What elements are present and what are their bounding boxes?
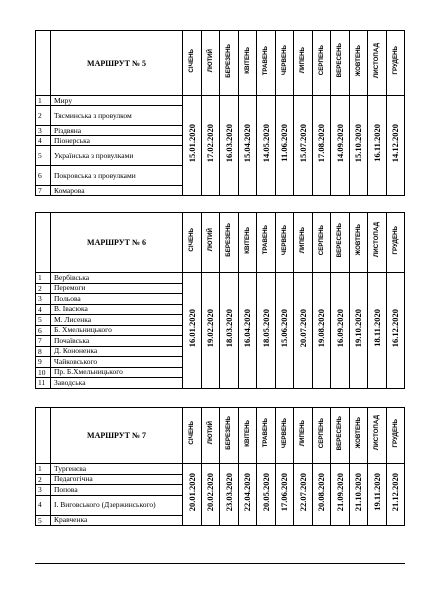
- month-header: ЧЕРВЕНЬ: [275, 31, 294, 96]
- date-cell: 23.03.2020: [220, 464, 239, 526]
- date-cell: 16.11.2020: [368, 96, 387, 196]
- month-header: ГРУДЕНЬ: [386, 213, 405, 273]
- date-cell: 15.01.2020: [183, 96, 202, 196]
- row-number: 2: [36, 474, 51, 485]
- date-cell: 16.01.2020: [183, 273, 202, 389]
- month-header: ЛЮТИЙ: [201, 213, 220, 273]
- street-name: Заводська: [51, 378, 183, 389]
- month-header: СЕРПЕНЬ: [312, 408, 331, 464]
- date-cell: 17.02.2020: [201, 96, 220, 196]
- row-number: 5: [36, 515, 51, 526]
- street-name: Українська з провулками: [51, 146, 183, 166]
- row-number: 1: [36, 273, 51, 284]
- month-header: СІЧЕНЬ: [183, 213, 202, 273]
- street-name: Педагогічна: [51, 474, 183, 485]
- date-cell: 16.09.2020: [331, 273, 350, 389]
- date-cell: 16.03.2020: [220, 96, 239, 196]
- date-cell: 19.08.2020: [312, 273, 331, 389]
- date-cell: 17.08.2020: [312, 96, 331, 196]
- row-number: 4: [36, 136, 51, 146]
- date-cell: 22.07.2020: [294, 464, 313, 526]
- month-header: КВІТЕНЬ: [238, 408, 257, 464]
- date-cell: 20.05.2020: [257, 464, 276, 526]
- month-header: СЕРПЕНЬ: [312, 213, 331, 273]
- month-header: БЕРЕЗЕНЬ: [220, 408, 239, 464]
- month-header: ТРАВЕНЬ: [257, 31, 276, 96]
- row-number: 2: [36, 283, 51, 294]
- date-cell: 11.06.2020: [275, 96, 294, 196]
- month-header: ЛИПЕНЬ: [294, 408, 313, 464]
- street-name: Комарова: [51, 186, 183, 196]
- month-header: ЛИСТОПАД: [368, 213, 387, 273]
- route-table-7: [35, 407, 405, 526]
- row-number: 9: [36, 357, 51, 368]
- date-cell: 18.11.2020: [368, 273, 387, 389]
- month-header: КВІТЕНЬ: [238, 31, 257, 96]
- date-cell: 15.04.2020: [238, 96, 257, 196]
- date-cell: 14.12.2020: [386, 96, 405, 196]
- month-header: ТРАВЕНЬ: [257, 213, 276, 273]
- row-number: 11: [36, 378, 51, 389]
- date-cell: 21.12.2020: [386, 464, 405, 526]
- month-header: СЕРПЕНЬ: [312, 31, 331, 96]
- row-number: 3: [36, 126, 51, 136]
- street-name: В. Івасюка: [51, 304, 183, 315]
- month-header: ГРУДЕНЬ: [386, 408, 405, 464]
- date-cell: 21.10.2020: [349, 464, 368, 526]
- street-name: Пр. Б.Хмельницького: [51, 367, 183, 378]
- date-cell: 16.04.2020: [238, 273, 257, 389]
- month-header: ЖОВТЕНЬ: [349, 213, 368, 273]
- street-name: Перемоги: [51, 283, 183, 294]
- month-header: ЛИСТОПАД: [368, 408, 387, 464]
- route-title: МАРШРУТ № 5: [51, 31, 183, 96]
- street-name: І. Виговського (Дзержинського): [51, 495, 183, 515]
- row-number: 2: [36, 106, 51, 126]
- date-cell: 14.05.2020: [257, 96, 276, 196]
- street-name: М. Лисенка: [51, 315, 183, 326]
- route-table-5: [35, 30, 405, 196]
- header-blank-cell: [36, 213, 51, 273]
- date-cell: 15.10.2020: [349, 96, 368, 196]
- row-number: 1: [36, 464, 51, 475]
- header-blank-cell: [36, 408, 51, 464]
- date-cell: 16.12.2020: [386, 273, 405, 389]
- month-header: ЖОВТЕНЬ: [349, 408, 368, 464]
- row-number: 5: [36, 315, 51, 326]
- street-name: Чайковського: [51, 357, 183, 368]
- row-number: 7: [36, 336, 51, 347]
- month-header: ЛЮТИЙ: [201, 31, 220, 96]
- route-title: МАРШРУТ № 7: [51, 408, 183, 464]
- date-cell: 19.10.2020: [349, 273, 368, 389]
- street-name: Б. Хмельницького: [51, 325, 183, 336]
- date-cell: 18.05.2020: [257, 273, 276, 389]
- month-header: ЖОВТЕНЬ: [349, 31, 368, 96]
- street-name: Почаївська: [51, 336, 183, 347]
- month-header: СІЧЕНЬ: [183, 31, 202, 96]
- row-number: 1: [36, 96, 51, 106]
- street-name: Попова: [51, 485, 183, 496]
- street-name: Кравченка: [51, 515, 183, 526]
- month-header: ЛИСТОПАД: [368, 31, 387, 96]
- month-header: ВЕРЕСЕНЬ: [331, 31, 350, 96]
- row-number: 7: [36, 186, 51, 196]
- month-header: ЛИПЕНЬ: [294, 213, 313, 273]
- row-number: 5: [36, 146, 51, 166]
- row-number: 4: [36, 495, 51, 515]
- month-header: ТРАВЕНЬ: [257, 408, 276, 464]
- month-header: ЧЕРВЕНЬ: [275, 408, 294, 464]
- street-name: Д. Кононенка: [51, 346, 183, 357]
- month-header: БЕРЕЗЕНЬ: [220, 31, 239, 96]
- date-cell: 19.02.2020: [201, 273, 220, 389]
- date-cell: 19.11.2020: [368, 464, 387, 526]
- row-number: 4: [36, 304, 51, 315]
- month-header: ГРУДЕНЬ: [386, 31, 405, 96]
- street-name: Покровська з провулками: [51, 166, 183, 186]
- row-number: 8: [36, 346, 51, 357]
- month-header: СІЧЕНЬ: [183, 408, 202, 464]
- street-name: Тургенєва: [51, 464, 183, 475]
- row-number: 3: [36, 485, 51, 496]
- route-title: МАРШРУТ № 6: [51, 213, 183, 273]
- street-name: Різдвяна: [51, 126, 183, 136]
- date-cell: 20.07.2020: [294, 273, 313, 389]
- footer-divider: [35, 563, 405, 564]
- street-name: Тясминська з провулком: [51, 106, 183, 126]
- date-cell: 20.01.2020: [183, 464, 202, 526]
- date-cell: 20.02.2020: [201, 464, 220, 526]
- month-header: БЕРЕЗЕНЬ: [220, 213, 239, 273]
- street-name: Миру: [51, 96, 183, 106]
- month-header: КВІТЕНЬ: [238, 213, 257, 273]
- date-cell: 14.09.2020: [331, 96, 350, 196]
- street-name: Польова: [51, 294, 183, 305]
- month-header: ЧЕРВЕНЬ: [275, 213, 294, 273]
- date-cell: 21.09.2020: [331, 464, 350, 526]
- row-number: 6: [36, 325, 51, 336]
- date-cell: 17.06.2020: [275, 464, 294, 526]
- row-number: 10: [36, 367, 51, 378]
- date-cell: 20.08.2020: [312, 464, 331, 526]
- street-name: Піонерська: [51, 136, 183, 146]
- date-cell: 22.04.2020: [238, 464, 257, 526]
- month-header: ВЕРЕСЕНЬ: [331, 213, 350, 273]
- date-cell: 15.06.2020: [275, 273, 294, 389]
- row-number: 6: [36, 166, 51, 186]
- header-blank-cell: [36, 31, 51, 96]
- month-header: ЛЮТИЙ: [201, 408, 220, 464]
- date-cell: 18.03.2020: [220, 273, 239, 389]
- date-cell: 15.07.2020: [294, 96, 313, 196]
- month-header: ВЕРЕСЕНЬ: [331, 408, 350, 464]
- route-table-6: [35, 212, 405, 389]
- row-number: 3: [36, 294, 51, 305]
- month-header: ЛИПЕНЬ: [294, 31, 313, 96]
- street-name: Вербівська: [51, 273, 183, 284]
